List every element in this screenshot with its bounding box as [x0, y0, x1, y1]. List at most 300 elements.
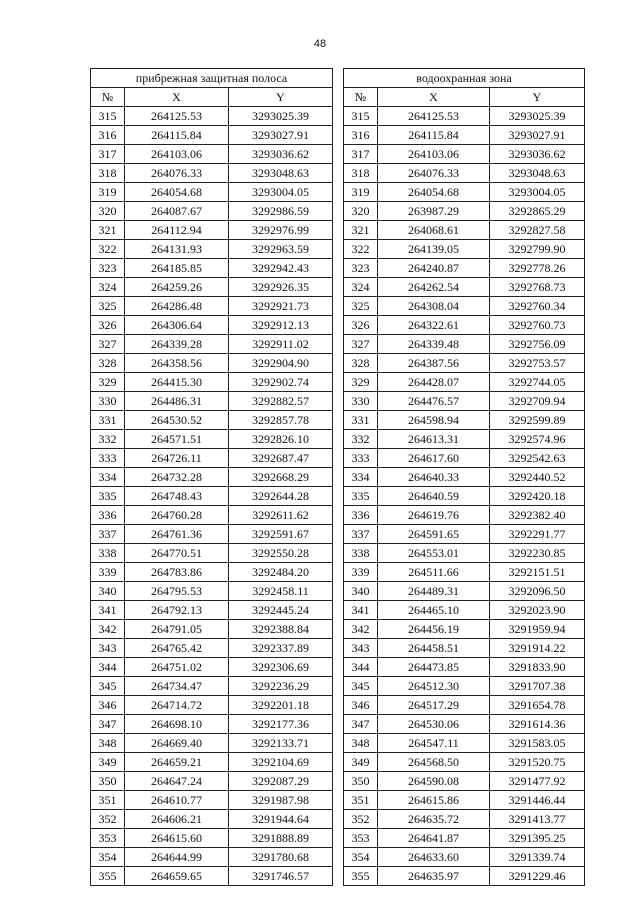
coordinate-x: 264322.61	[378, 316, 490, 335]
coordinate-x: 263987.29	[378, 202, 490, 221]
coordinate-y: 3292230.85	[490, 544, 585, 563]
table-row	[344, 658, 585, 677]
coordinate-x: 264489.31	[378, 582, 490, 601]
coordinate-x: 264765.42	[125, 639, 229, 658]
table-row	[344, 411, 585, 430]
table-row	[344, 468, 585, 487]
coordinate-x: 264308.04	[378, 297, 490, 316]
column-header-number: №	[91, 88, 125, 107]
coordinate-x: 264635.72	[378, 810, 490, 829]
coordinate-x: 264640.59	[378, 487, 490, 506]
table-row	[91, 392, 333, 411]
coordinate-y: 3291707.38	[490, 677, 585, 696]
coordinate-y: 3292087.29	[229, 772, 333, 791]
coordinate-y: 3292912.13	[229, 316, 333, 335]
coordinate-y: 3292799.90	[490, 240, 585, 259]
point-number: 349	[344, 753, 378, 772]
coordinate-x: 264792.13	[125, 601, 229, 620]
coordinate-y: 3292668.29	[229, 468, 333, 487]
coordinate-x: 264185.85	[125, 259, 229, 278]
coordinate-x: 264615.60	[125, 829, 229, 848]
coordinate-x: 264617.60	[378, 449, 490, 468]
coordinate-y: 3292902.74	[229, 373, 333, 392]
coordinate-y: 3293048.63	[229, 164, 333, 183]
coordinate-y: 3292151.51	[490, 563, 585, 582]
point-number: 317	[91, 145, 125, 164]
table-row	[91, 487, 333, 506]
point-number: 333	[91, 449, 125, 468]
table-row	[91, 848, 333, 867]
coordinate-y: 3291780.68	[229, 848, 333, 867]
coordinate-y: 3292778.26	[490, 259, 585, 278]
point-number: 340	[344, 582, 378, 601]
coordinate-y: 3292963.59	[229, 240, 333, 259]
coordinate-x: 264619.76	[378, 506, 490, 525]
coordinate-x: 264262.54	[378, 278, 490, 297]
coordinate-x: 264054.68	[378, 183, 490, 202]
coordinate-y: 3291339.74	[490, 848, 585, 867]
coordinate-y: 3291944.64	[229, 810, 333, 829]
table-row	[91, 145, 333, 164]
coordinate-y: 3293048.63	[490, 164, 585, 183]
table-row	[344, 525, 585, 544]
point-number: 331	[91, 411, 125, 430]
coordinate-x: 264647.24	[125, 772, 229, 791]
point-number: 320	[91, 202, 125, 221]
coordinate-x: 264530.52	[125, 411, 229, 430]
point-number: 336	[344, 506, 378, 525]
coordinate-y: 3292458.11	[229, 582, 333, 601]
table-row	[344, 392, 585, 411]
table-header-row	[91, 88, 333, 107]
table-row	[344, 259, 585, 278]
point-number: 323	[91, 259, 125, 278]
point-number: 335	[344, 487, 378, 506]
table-row	[91, 202, 333, 221]
point-number: 321	[344, 221, 378, 240]
point-number: 344	[91, 658, 125, 677]
point-number: 344	[344, 658, 378, 677]
point-number: 321	[91, 221, 125, 240]
coordinate-y: 3292857.78	[229, 411, 333, 430]
point-number: 354	[344, 848, 378, 867]
coordinate-x: 264770.51	[125, 544, 229, 563]
point-number: 315	[91, 107, 125, 126]
point-number: 327	[344, 335, 378, 354]
point-number: 325	[91, 297, 125, 316]
coordinate-x: 264635.97	[378, 867, 490, 886]
coordinate-x: 264076.33	[378, 164, 490, 183]
point-number: 343	[344, 639, 378, 658]
coordinate-x: 264751.02	[125, 658, 229, 677]
coordinate-x: 264606.21	[125, 810, 229, 829]
table-row	[91, 506, 333, 525]
point-number: 324	[91, 278, 125, 297]
coordinate-x: 264306.64	[125, 316, 229, 335]
coordinate-x: 264054.68	[125, 183, 229, 202]
point-number: 355	[344, 867, 378, 886]
point-number: 335	[91, 487, 125, 506]
point-number: 332	[344, 430, 378, 449]
coordinate-x: 264732.28	[125, 468, 229, 487]
coordinate-x: 264465.10	[378, 601, 490, 620]
coordinate-y: 3292550.28	[229, 544, 333, 563]
point-number: 353	[91, 829, 125, 848]
coordinate-x: 264115.84	[125, 126, 229, 145]
table-row	[344, 335, 585, 354]
table-row	[344, 221, 585, 240]
coordinate-x: 264259.26	[125, 278, 229, 297]
coordinate-y: 3292611.62	[229, 506, 333, 525]
point-number: 337	[91, 525, 125, 544]
point-number: 342	[91, 620, 125, 639]
coordinate-x: 264644.99	[125, 848, 229, 867]
point-number: 329	[344, 373, 378, 392]
coordinate-y: 3292986.59	[229, 202, 333, 221]
point-number: 316	[344, 126, 378, 145]
point-number: 319	[91, 183, 125, 202]
table-row	[91, 772, 333, 791]
table-row	[91, 297, 333, 316]
table-row	[91, 829, 333, 848]
point-number: 345	[91, 677, 125, 696]
point-number: 329	[91, 373, 125, 392]
table-row	[91, 373, 333, 392]
table-title-row	[344, 69, 585, 88]
table-row	[91, 430, 333, 449]
table-title: прибрежная защитная полоса	[91, 69, 333, 88]
coordinate-y: 3292768.73	[490, 278, 585, 297]
table-row	[344, 145, 585, 164]
coordinate-x: 264591.65	[378, 525, 490, 544]
coordinate-x: 264761.36	[125, 525, 229, 544]
point-number: 348	[344, 734, 378, 753]
table-row	[344, 278, 585, 297]
coordinate-y: 3292709.94	[490, 392, 585, 411]
coordinate-x: 264139.05	[378, 240, 490, 259]
table-row	[91, 677, 333, 696]
coordinate-x: 264131.93	[125, 240, 229, 259]
table-row	[91, 620, 333, 639]
coordinate-x: 264286.48	[125, 297, 229, 316]
table-row	[344, 544, 585, 563]
table-row	[344, 639, 585, 658]
point-number: 337	[344, 525, 378, 544]
point-number: 322	[91, 240, 125, 259]
table-row	[344, 810, 585, 829]
coordinate-y: 3292440.52	[490, 468, 585, 487]
coordinate-y: 3292942.43	[229, 259, 333, 278]
coordinate-y: 3292756.09	[490, 335, 585, 354]
coordinate-y: 3292420.18	[490, 487, 585, 506]
coordinate-x: 264590.08	[378, 772, 490, 791]
table-row	[344, 202, 585, 221]
coordinate-y: 3292926.35	[229, 278, 333, 297]
table-row	[91, 183, 333, 202]
point-number: 334	[91, 468, 125, 487]
point-number: 349	[91, 753, 125, 772]
coordinate-y: 3293025.39	[490, 107, 585, 126]
point-number: 336	[91, 506, 125, 525]
column-header-number: №	[344, 88, 378, 107]
coordinate-y: 3292911.02	[229, 335, 333, 354]
coordinate-x: 264714.72	[125, 696, 229, 715]
table-row	[344, 164, 585, 183]
table-row	[91, 107, 333, 126]
coordinate-y: 3293027.91	[490, 126, 585, 145]
table-row	[344, 487, 585, 506]
coordinate-y: 3292096.50	[490, 582, 585, 601]
coordinate-y: 3291614.36	[490, 715, 585, 734]
point-number: 351	[91, 791, 125, 810]
point-number: 341	[344, 601, 378, 620]
coordinate-x: 264339.48	[378, 335, 490, 354]
point-number: 355	[91, 867, 125, 886]
point-number: 315	[344, 107, 378, 126]
coordinate-y: 3293004.05	[490, 183, 585, 202]
coordinate-y: 3291914.22	[490, 639, 585, 658]
table-row	[344, 867, 585, 886]
coordinate-x: 264553.01	[378, 544, 490, 563]
coordinate-x: 264068.61	[378, 221, 490, 240]
coordinate-x: 264115.84	[378, 126, 490, 145]
coordinate-y: 3291746.57	[229, 867, 333, 886]
table-row	[344, 582, 585, 601]
coordinate-y: 3292484.20	[229, 563, 333, 582]
table-row	[91, 867, 333, 886]
point-number: 327	[91, 335, 125, 354]
table-row	[91, 563, 333, 582]
coordinate-x: 264511.66	[378, 563, 490, 582]
coordinate-y: 3292445.24	[229, 601, 333, 620]
point-number: 331	[344, 411, 378, 430]
table-row	[344, 696, 585, 715]
coordinate-x: 264571.51	[125, 430, 229, 449]
coordinate-x: 264760.28	[125, 506, 229, 525]
coordinate-x: 264512.30	[378, 677, 490, 696]
point-number: 323	[344, 259, 378, 278]
point-number: 352	[344, 810, 378, 829]
point-number: 339	[91, 563, 125, 582]
table-row	[344, 620, 585, 639]
coordinate-x: 264456.19	[378, 620, 490, 639]
coordinate-y: 3292976.99	[229, 221, 333, 240]
coordinate-x: 264610.77	[125, 791, 229, 810]
point-number: 316	[91, 126, 125, 145]
table-row	[344, 677, 585, 696]
coordinate-y: 3291413.77	[490, 810, 585, 829]
table-row	[91, 715, 333, 734]
table-row	[344, 240, 585, 259]
coordinate-y: 3291833.90	[490, 658, 585, 677]
coordinate-y: 3292865.29	[490, 202, 585, 221]
coordinate-x: 264339.28	[125, 335, 229, 354]
table-row	[91, 164, 333, 183]
coordinate-y: 3292306.69	[229, 658, 333, 677]
water-protection-zone-table	[343, 68, 585, 886]
coordinate-y: 3292882.57	[229, 392, 333, 411]
table-row	[91, 468, 333, 487]
coordinate-x: 264669.40	[125, 734, 229, 753]
table-header-row	[344, 88, 585, 107]
coordinate-x: 264598.94	[378, 411, 490, 430]
coordinate-y: 3292291.77	[490, 525, 585, 544]
table-row	[344, 753, 585, 772]
point-number: 320	[344, 202, 378, 221]
point-number: 347	[91, 715, 125, 734]
point-number: 346	[344, 696, 378, 715]
coordinate-y: 3291395.25	[490, 829, 585, 848]
point-number: 353	[344, 829, 378, 848]
table-row	[91, 810, 333, 829]
point-number: 318	[344, 164, 378, 183]
coordinate-y: 3292753.57	[490, 354, 585, 373]
table-row	[91, 221, 333, 240]
table-row	[344, 183, 585, 202]
table-row	[91, 278, 333, 297]
coordinate-x: 264659.21	[125, 753, 229, 772]
coordinate-x: 264530.06	[378, 715, 490, 734]
coordinate-y: 3292201.18	[229, 696, 333, 715]
coordinate-y: 3293036.62	[229, 145, 333, 164]
coordinate-y: 3292904.90	[229, 354, 333, 373]
table-row	[91, 734, 333, 753]
coordinate-y: 3292236.29	[229, 677, 333, 696]
table-row	[344, 563, 585, 582]
coordinate-x: 264428.07	[378, 373, 490, 392]
coordinate-x: 264358.56	[125, 354, 229, 373]
point-number: 332	[91, 430, 125, 449]
point-number: 328	[91, 354, 125, 373]
coordinate-y: 3292591.67	[229, 525, 333, 544]
point-number: 330	[344, 392, 378, 411]
coordinate-x: 264517.29	[378, 696, 490, 715]
table-row	[344, 772, 585, 791]
table-row	[91, 525, 333, 544]
coordinate-x: 264103.06	[378, 145, 490, 164]
table-row	[91, 582, 333, 601]
table-row	[91, 126, 333, 145]
table-row	[344, 734, 585, 753]
table-row	[344, 373, 585, 392]
point-number: 342	[344, 620, 378, 639]
point-number: 324	[344, 278, 378, 297]
table-row	[91, 639, 333, 658]
point-number: 334	[344, 468, 378, 487]
point-number: 343	[91, 639, 125, 658]
coordinate-x: 264547.11	[378, 734, 490, 753]
coordinate-y: 3292382.40	[490, 506, 585, 525]
coordinate-y: 3292542.63	[490, 449, 585, 468]
coordinate-x: 264458.51	[378, 639, 490, 658]
point-number: 348	[91, 734, 125, 753]
point-number: 345	[344, 677, 378, 696]
table-title-row	[91, 69, 333, 88]
coordinate-x: 264240.87	[378, 259, 490, 278]
coordinate-x: 264613.31	[378, 430, 490, 449]
table-row	[344, 297, 585, 316]
coordinate-y: 3293036.62	[490, 145, 585, 164]
table-row	[91, 544, 333, 563]
point-number: 326	[344, 316, 378, 335]
coordinate-y: 3291987.98	[229, 791, 333, 810]
coordinate-x: 264387.56	[378, 354, 490, 373]
column-header-x: X	[125, 88, 229, 107]
coordinate-y: 3292388.84	[229, 620, 333, 639]
table-title: водоохранная зона	[344, 69, 585, 88]
point-number: 318	[91, 164, 125, 183]
table-row	[344, 126, 585, 145]
table-row	[344, 449, 585, 468]
table-row	[344, 791, 585, 810]
coordinate-x: 264748.43	[125, 487, 229, 506]
table-row	[91, 658, 333, 677]
table-row	[344, 506, 585, 525]
point-number: 352	[91, 810, 125, 829]
table-row	[344, 848, 585, 867]
table-row	[344, 829, 585, 848]
coordinate-y: 3292744.05	[490, 373, 585, 392]
coordinate-y: 3291446.44	[490, 791, 585, 810]
coordinate-x: 264486.31	[125, 392, 229, 411]
coordinate-y: 3291888.89	[229, 829, 333, 848]
column-header-y: Y	[229, 88, 333, 107]
coordinate-x: 264568.50	[378, 753, 490, 772]
coordinate-x: 264659.65	[125, 867, 229, 886]
point-number: 317	[344, 145, 378, 164]
coordinate-y: 3291654.78	[490, 696, 585, 715]
point-number: 354	[91, 848, 125, 867]
coordinate-tables	[90, 68, 584, 883]
table-row	[91, 335, 333, 354]
coordinate-y: 3292023.90	[490, 601, 585, 620]
table-row	[344, 354, 585, 373]
coordinate-y: 3291583.05	[490, 734, 585, 753]
coordinate-x: 264415.30	[125, 373, 229, 392]
point-number: 350	[91, 772, 125, 791]
table-row	[344, 601, 585, 620]
table-row	[91, 411, 333, 430]
coordinate-y: 3292921.73	[229, 297, 333, 316]
coordinate-x: 264087.67	[125, 202, 229, 221]
coordinate-x: 264734.47	[125, 677, 229, 696]
coordinate-y: 3292574.96	[490, 430, 585, 449]
point-number: 338	[91, 544, 125, 563]
coordinate-x: 264125.53	[125, 107, 229, 126]
table-row	[344, 107, 585, 126]
point-number: 325	[344, 297, 378, 316]
point-number: 346	[91, 696, 125, 715]
coordinate-y: 3292687.47	[229, 449, 333, 468]
coordinate-x: 264726.11	[125, 449, 229, 468]
coordinate-y: 3291229.46	[490, 867, 585, 886]
table-row	[91, 316, 333, 335]
coordinate-y: 3292760.73	[490, 316, 585, 335]
point-number: 351	[344, 791, 378, 810]
coordinate-x: 264640.33	[378, 468, 490, 487]
coordinate-y: 3292133.71	[229, 734, 333, 753]
coordinate-y: 3293025.39	[229, 107, 333, 126]
shore-protection-strip-table	[90, 68, 333, 886]
coordinate-y: 3292599.89	[490, 411, 585, 430]
coordinate-y: 3292760.34	[490, 297, 585, 316]
coordinate-y: 3291477.92	[490, 772, 585, 791]
coordinate-x: 264791.05	[125, 620, 229, 639]
point-number: 340	[91, 582, 125, 601]
coordinate-x: 264125.53	[378, 107, 490, 126]
table-row	[344, 715, 585, 734]
column-header-x: X	[378, 88, 490, 107]
